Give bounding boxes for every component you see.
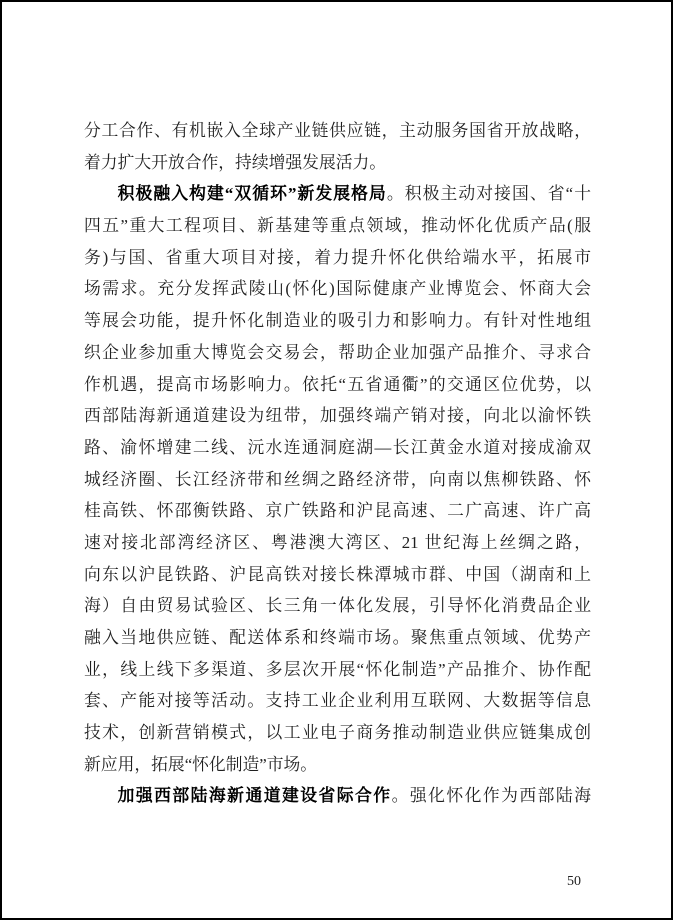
text-segment: 等展会功能，提升怀化制造业的吸引力和影响力。有针对性地组 — [84, 311, 591, 331]
text-segment: 。积极主动对接国、省“十 — [386, 184, 591, 204]
text-line — [84, 273, 591, 305]
text-line — [84, 590, 591, 622]
text-line — [84, 432, 591, 464]
text-line — [84, 717, 591, 749]
text-line — [84, 464, 591, 496]
text-segment: 场需求。充分发挥武陵山(怀化)国际健康产业博览会、怀商大会 — [84, 279, 591, 299]
text-line — [84, 337, 591, 369]
text-line — [84, 749, 591, 781]
text-line — [84, 242, 591, 274]
paragraph-lead-bold: 积极融入构建“双循环”新发展格局 — [117, 184, 387, 204]
text-line — [84, 178, 591, 210]
text-segment: 海）自由贸易试验区、长三角一体化发展，引导怀化消费品企业 — [84, 596, 591, 616]
text-line — [84, 622, 591, 654]
text-segment: 织企业参加重大博览会交易会，帮助企业加强产品推介、寻求合 — [84, 342, 591, 362]
text-line — [84, 115, 591, 147]
text-segment: 。强化怀化作为西部陆海 — [391, 786, 591, 806]
paragraph-lead-bold: 加强西部陆海新通道建设省际合作 — [117, 786, 392, 806]
text-segment: 技术，创新营销模式，以工业电子商务推动制造业供应链集成创 — [84, 723, 591, 743]
text-segment: 四五”重大工程项目、新基建等重点领域，推动怀化优质产品(服 — [84, 216, 591, 236]
text-line — [84, 495, 591, 527]
text-segment: 分工合作、有机嵌入全球产业链供应链，主动服务国省开放战略， — [84, 121, 591, 140]
text-segment: 城经济圈、长江经济带和丝绸之路经济带，向南以焦柳铁路、怀 — [84, 469, 591, 489]
text-segment: 融入当地供应链、配送体系和终端市场。聚焦重点领域、优势产 — [84, 628, 591, 647]
text-segment: 桂高铁、怀邵衡铁路、京广铁路和沪昆高速、二广高速、许广高 — [84, 501, 591, 521]
text-line — [84, 527, 591, 559]
text-line — [84, 305, 591, 337]
text-segment: 路、渝怀增建二线、沅水连通洞庭湖—长江黄金水道对接成渝双 — [84, 437, 591, 457]
text-line — [84, 210, 591, 242]
text-line — [84, 654, 591, 686]
text-segment: 务)与国、省重大项目对接，着力提升怀化供给端水平，拓展市 — [84, 247, 591, 267]
text-segment: 新应用，拓展“怀化制造”市场。 — [84, 754, 318, 774]
text-segment: 着力扩大开放合作，持续增强发展活力。 — [84, 152, 387, 172]
text-line — [84, 685, 591, 717]
page-text — [84, 115, 591, 812]
text-line — [84, 147, 591, 179]
page-number: 50 — [567, 874, 581, 889]
text-line — [84, 400, 591, 432]
text-segment: 作机遇，提高市场影响力。依托“五省通衢”的交通区位优势，以 — [84, 374, 591, 394]
text-line — [84, 559, 591, 591]
text-line — [84, 369, 591, 401]
text-segment: 速对接北部湾经济区、粤港澳大湾区、21 世纪海上丝绸之路， — [84, 532, 591, 552]
text-segment: 向东以沪昆铁路、沪昆高铁对接长株潭城市群、中国（湖南和上 — [84, 564, 591, 584]
text-segment: 西部陆海新通道建设为纽带，加强终端产销对接，向北以渝怀铁 — [84, 406, 591, 426]
text-segment: 套、产能对接等活动。支持工业企业利用互联网、大数据等信息 — [84, 691, 591, 711]
text-segment: 业，线上线下多渠道、多层次开展“怀化制造”产品推介、协作配 — [84, 659, 591, 679]
text-line — [84, 780, 591, 812]
